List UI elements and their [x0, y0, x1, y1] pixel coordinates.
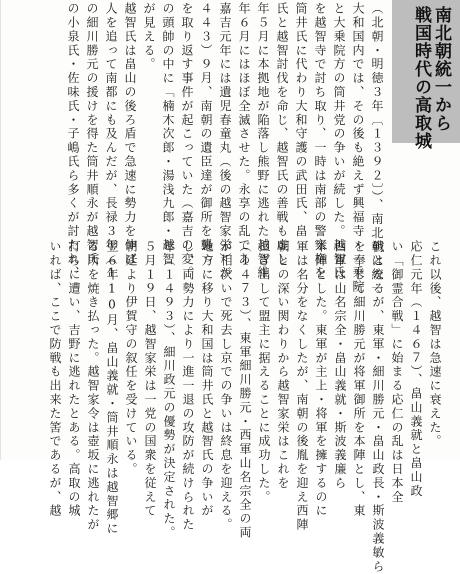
text-column: る所を焼き払った。越智家令は壺坂に逃れたが: [86, 240, 100, 532]
text-column: が相次いで死去し京での争いは終息を迎える。: [219, 240, 233, 532]
text-column: が見える。: [142, 2, 156, 72]
text-column: （１４７３）、東軍細川勝元・西軍山名宗全の両: [238, 240, 252, 540]
text-column: の細川勝元の援けを得た筒井順永が越智氏: [85, 2, 99, 267]
text-column: ５月１９日、越智家栄は一党の国衆を従えて: [143, 240, 157, 518]
text-column: い「御霊合戦」に始まる応仁の乱は日本全: [390, 240, 404, 505]
text-column: 戦となるが、東軍・細川勝元・畠山政長・斯波義敏ら: [371, 240, 385, 574]
text-column: 筒井氏に代わり大和守護の武田氏、畠: [294, 2, 308, 239]
text-column: と大乗院方の筒井党の争いが続した。越智氏: [332, 2, 346, 280]
text-column: 本陣とした。東軍が主上・将軍を擁するのに: [314, 240, 328, 518]
text-column: 年５月に本拠地が陥落し熊野に逃れた越智維: [256, 2, 270, 280]
section-title-line-2: 戦国時代の高取城: [411, 6, 431, 150]
text-column: 朝廷より伊賀守の叙任を受けている。: [124, 240, 138, 477]
text-column: 翌６年10月、畠山義就・筒井順永は越智郷に: [105, 240, 119, 536]
text-column: 嘉吉元年には遺児春童丸（後の越智家栄）が: [218, 2, 232, 280]
page-gutter: [0, 0, 1, 460]
text-column: 打ちに遭い、吉野に逃れたとある。高取の城: [67, 240, 81, 518]
text-column: 氏と越智討伐を命じ、越智氏の善戦も虚し: [275, 2, 289, 267]
text-column: いれば、ここで防戦も出来た筈であるが、越: [48, 240, 62, 518]
section-title-line-1: 南北朝統一から: [431, 6, 451, 132]
text-column: 年（１４９３）、細川政元の優勢が決定された。: [162, 240, 176, 540]
text-column: 年６月にはほぼ全滅させた。永享の乱であ: [237, 2, 251, 267]
text-column: ４４３）９月、南朝の遺臣達が御所を襲っ: [199, 2, 213, 267]
text-column: 応仁元年（１４６７）、畠山義就と畠山政: [409, 240, 423, 499]
text-column: 軍は名分をなくしたが、南朝の後胤を迎え西陣: [295, 240, 309, 532]
text-column: の小泉氏・佐味氏・子嶋氏ら多くが討たれ、: [66, 2, 80, 280]
upper-body-text: [66, 2, 386, 296]
lower-body-text: [4, 240, 444, 574]
text-column: を奉じて細川勝元が将軍御所を本陣とし、東: [352, 240, 366, 518]
text-column: 越智氏は畠山の後ろ盾で急速に勢力を伸ば: [123, 2, 137, 267]
text-column: 西軍は山名宗全・畠山義就・斯波義廉ら: [333, 240, 347, 491]
text-column: を越智寺で討ち取り、一時は南部の警察権を: [313, 2, 327, 280]
text-column: 地方に移り大和国は筒井氏と越智氏の争いが: [200, 240, 214, 518]
text-column: 人を追って南都にも及んだが、長禄３年（１: [104, 2, 118, 280]
text-column: これ以後、越智は急速に衰えた。: [428, 240, 442, 449]
text-column: 担ぎ出して盟主に据えることに成功した。: [257, 240, 271, 505]
text-column: 大和国内では、その後も絶えず興福寺・一乗院: [351, 2, 365, 294]
text-column: 朝との深い関わりから越智家栄はこれを: [276, 240, 290, 491]
text-column: し、両勢力により一進一退の攻防が続けられた: [181, 240, 195, 532]
text-column: の頭帥の中に「楠木次郎・湯浅九郎・越智: [161, 2, 175, 267]
text-column: （北朝・明徳３年〔１３９２〕）、南北朝は統一: [370, 2, 384, 296]
text-column: を取り返す事件が起こっていた（嘉吉の変。: [180, 2, 194, 280]
